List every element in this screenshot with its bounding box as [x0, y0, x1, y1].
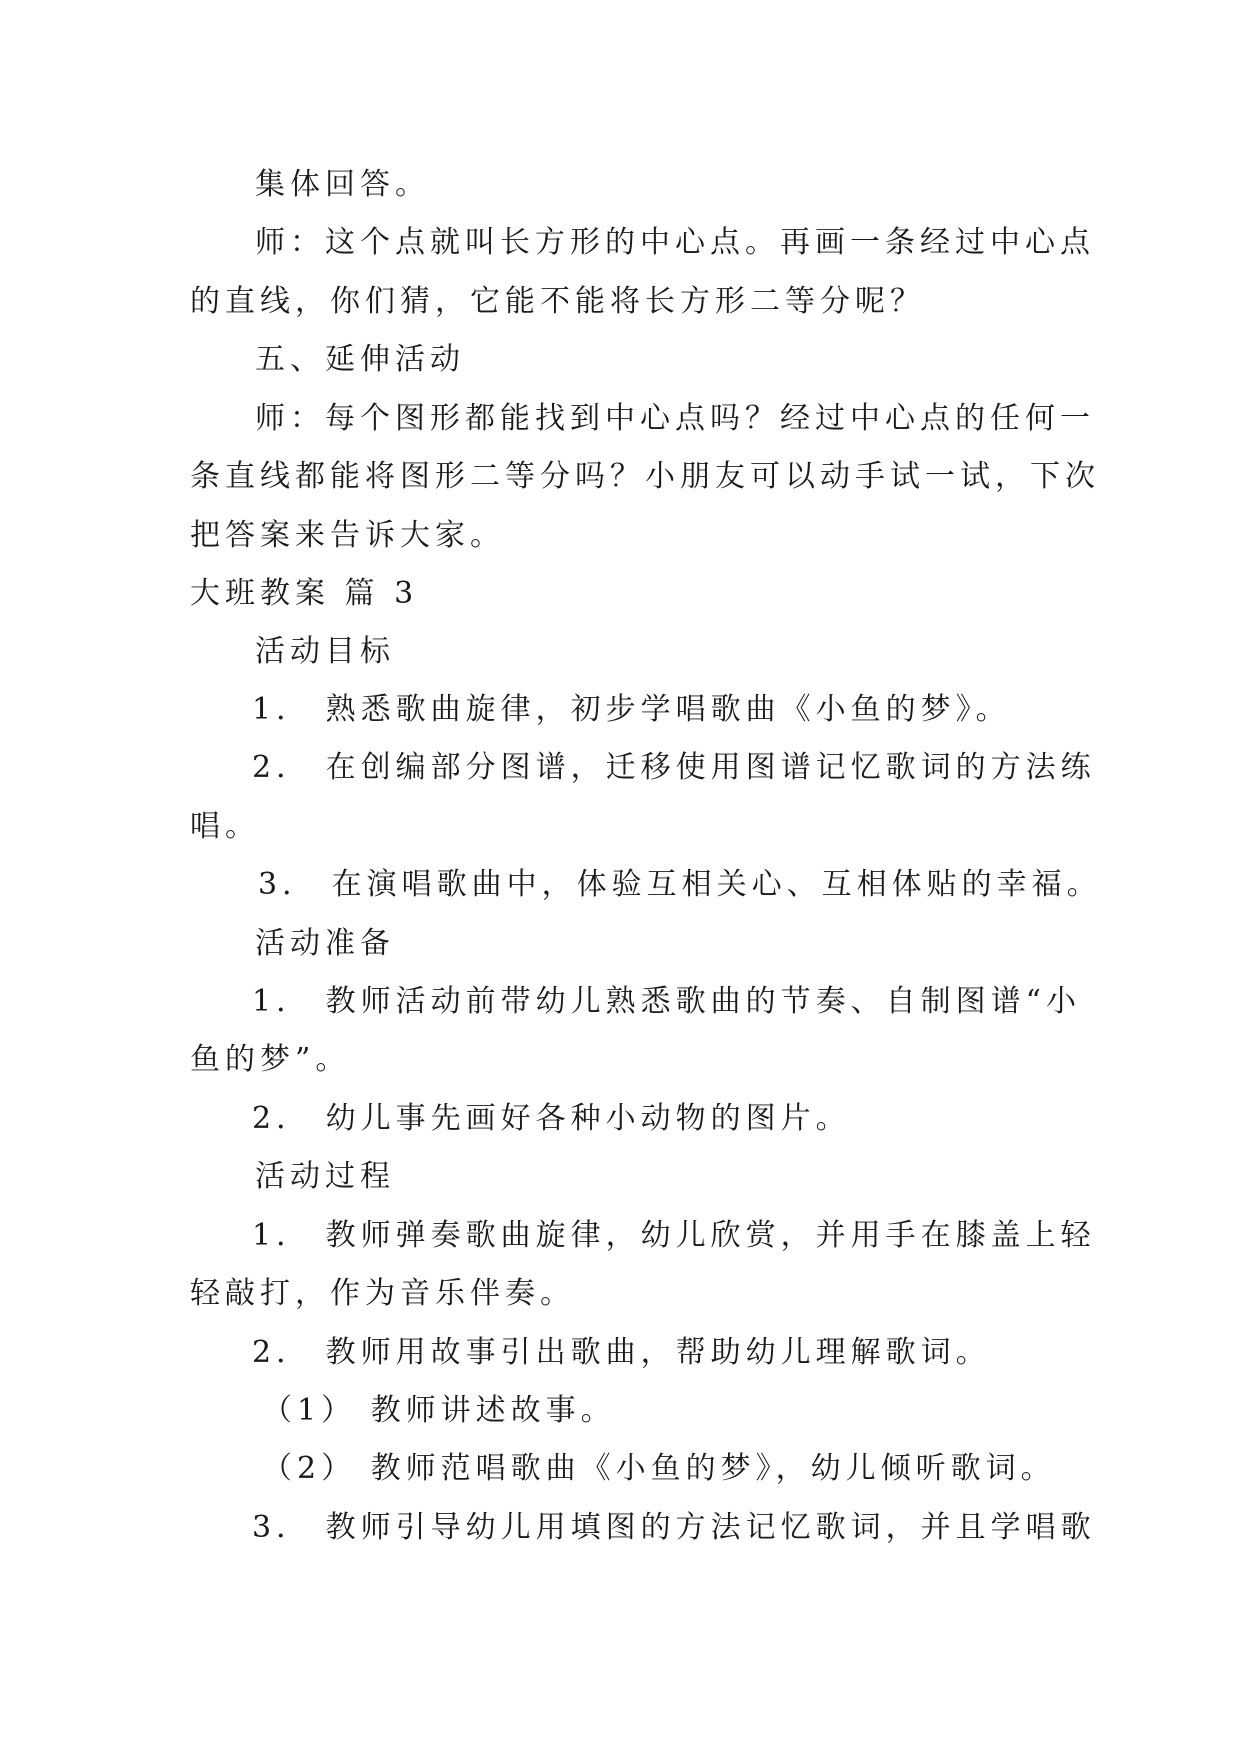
- paragraph-line: 鱼的梦”。: [190, 1042, 351, 1077]
- paragraph-line: 师：每个图形都能找到中心点吗？经过中心点的任何一: [255, 401, 1095, 436]
- paragraph-line: 把答案来告诉大家。: [190, 518, 505, 553]
- list-item: 1． 熟悉歌曲旋律，初步学唱歌曲《小鱼的梦》。: [252, 692, 1011, 727]
- list-item: 1． 教师弹奏歌曲旋律，幼儿欣赏，并用手在膝盖上轻: [252, 1218, 1096, 1253]
- section-heading: 活动准备: [255, 926, 395, 961]
- sub-list-item: （2） 教师范唱歌曲《小鱼的梦》，幼儿倾听歌词。: [262, 1451, 1056, 1486]
- sub-list-item: （1） 教师讲述故事。: [262, 1393, 616, 1428]
- lesson-title: 大班教案 篇 3: [190, 576, 419, 611]
- section-heading: 五、延伸活动: [255, 342, 465, 377]
- paragraph-line: 师：这个点就叫长方形的中心点。再画一条经过中心点: [255, 225, 1095, 260]
- list-item: 3． 教师引导幼儿用填图的方法记忆歌词，并且学唱歌: [252, 1510, 1096, 1545]
- list-item: 3． 在演唱歌曲中，体验互相关心、互相体贴的幸福。: [258, 867, 1102, 902]
- paragraph-line: 唱。: [190, 809, 260, 844]
- section-heading: 活动过程: [255, 1159, 395, 1194]
- list-item: 2． 在创编部分图谱，迁移使用图谱记忆歌词的方法练: [252, 750, 1096, 785]
- paragraph-line: 集体回答。: [255, 167, 430, 202]
- section-heading: 活动目标: [255, 634, 395, 669]
- list-item: 2． 教师用故事引出歌曲，帮助幼儿理解歌词。: [252, 1335, 991, 1370]
- paragraph-line: 的直线，你们猜，它能不能将长方形二等分呢？: [190, 284, 925, 319]
- paragraph-line: 条直线都能将图形二等分吗？小朋友可以动手试一试，下次: [190, 459, 1100, 494]
- list-item: 2． 幼儿事先画好各种小动物的图片。: [252, 1101, 851, 1136]
- list-item: 1． 教师活动前带幼儿熟悉歌曲的节奏、自制图谱“小: [252, 984, 1081, 1019]
- paragraph-line: 轻敲打，作为音乐伴奏。: [190, 1276, 575, 1311]
